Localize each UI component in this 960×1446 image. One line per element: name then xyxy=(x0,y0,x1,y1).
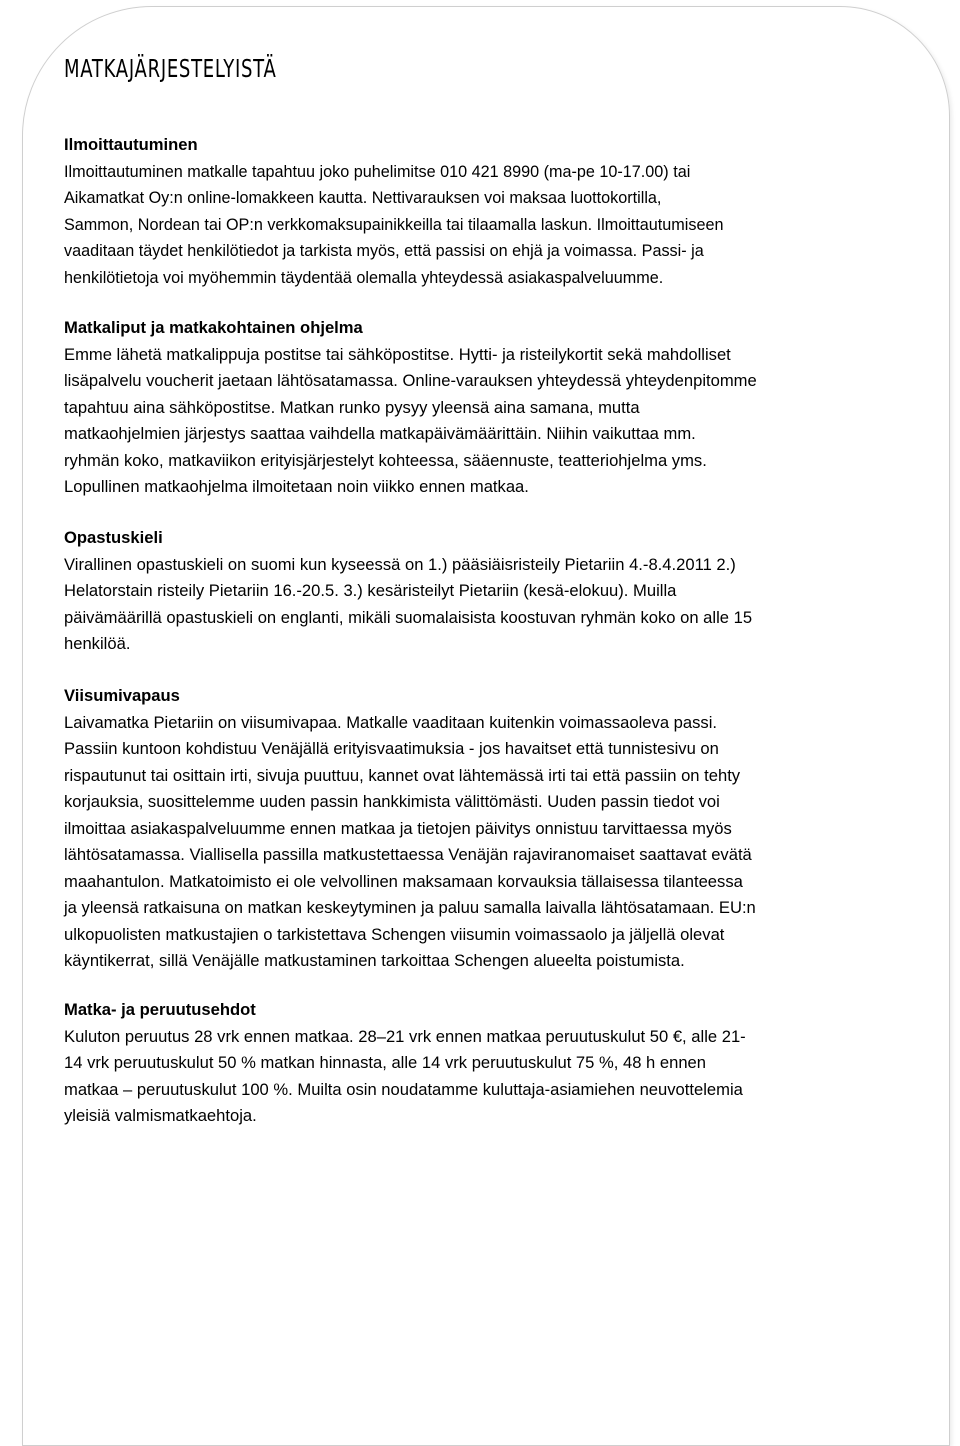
section-viisumivapaus xyxy=(64,683,934,975)
section-body: Laivamatka Pietariin on viisumivapaa. Matkalle vaaditaan kuitenkin voimassaoleva passi. Passiin kuntoon kohdistuu Venäjällä erityisvaatimuksia - jos havaitset että tunnistesivu on rispautunut tai osittain irti, sivuja puuttuu, kannet ovat lähtemässä irti tai että passiin on tehty korjauksia, suosittelemme uuden passin hankkimista välittömästi. Uuden passin tiedot voi ilmoittaa asiakaspalveluumme ennen matkaa ja tietojen päivitys onnistuu tarvittaessa myös lähtösatamassa. Viallisella passilla matkustettaessa Venäjän rajaviranomaiset saattavat evätä maahantulon. Matkatoimisto ei ole velvollinen maksamaan korvauksia tällaisessa tilanteessa ja yleensä ratkaisuna on matkan keskeytyminen ja paluu samalla laivalla lähtösatamaan. EU:n ulkopuolisten matkustajien o tarkistettava Schengen viisumin voimassaolo ja jäljellä olevat käyntikerrat, sillä Venäjälle matkustaminen tarkoittaa Schengen alueelta poistumista. xyxy=(64,712,756,970)
section-heading: Opastuskieli xyxy=(64,528,163,547)
section-body: Kuluton peruutus 28 vrk ennen matkaa. 28–21 vrk ennen matkaa peruutuskulut 50 €, alle 21- 14 vrk peruutuskulut 50 % matkan hinnasta, alle 14 vrk peruutuskulut 75 %, 48 h ennen matkaa – peruutuskulut 100 %. Muilta osin noudatamme kuluttaja-asiamiehen neuvottelemia yleisiä valmismatkaehtoja. xyxy=(64,1026,746,1125)
section-body: Virallinen opastuskieli on suomi kun kyseessä on 1.) pääsiäisristeily Pietariin 4.-8.4.2011 2.) Helatorstain risteily Pietariin 16.-20.5. 3.) kesäristeilyt Pietariin (kesä-elokuu). Muilla päivämäärillä opastuskieli on englanti, mikäli suomalaisista koostuvan ryhmän koko on alle 15 henkilöä. xyxy=(64,554,753,653)
section-heading: Matka- ja peruutusehdot xyxy=(64,1000,256,1019)
section-heading: Viisumivapaus xyxy=(64,686,180,705)
section-heading: Ilmoittautuminen xyxy=(64,135,198,154)
section-body: Ilmoittautuminen matkalle tapahtuu joko puhelimitse 010 421 8990 (ma-pe 10-17.00) tai Aikamatkat Oy:n online-lomakkeen kautta. Nettivarauksen voi maksaa luottokortilla, Sammon, Nordean tai OP:n verkkomaksupainikkeilla tai tilaamalla laskun. Ilmoittautumiseen vaaditaan täydet henkilötiedot ja tarkista myös, että passisi on ehjä ja voimassa. Passi- ja henkilötietoja voi myöhemmin täydentää olemalla yhteydessä asiakaspalveluumme. xyxy=(64,162,724,287)
section-peruutusehdot xyxy=(64,997,934,1130)
section-body: Emme lähetä matkalippuja postitse tai sähköpostitse. Hytti- ja risteilykortit sekä mahdolliset lisäpalvelu voucherit jaetaan lähtösatamassa. Online-varauksen yhteydessä yhteydenpitomme tapahtuu aina sähköpostitse. Matkan runko pysyy yleensä aina samana, mutta matkaohjelmien järjestys saattaa vaihdella matkapäivämäärittäin. Niihin vaikuttaa mm. ryhmän koko, matkaviikon erityisjärjestelyt kohteessa, sääennuste, teatteriohjelma yms. Lopullinen matkaohjelma ilmoitetaan noin viikko ennen matkaa. xyxy=(64,344,757,496)
section-heading: Matkaliput ja matkakohtainen ohjelma xyxy=(64,318,363,337)
section-ilmoittautuminen xyxy=(64,132,934,291)
section-opastuskieli xyxy=(64,525,934,658)
page-title: MATKAJÄRJESTELYISTÄ xyxy=(64,54,277,83)
section-matkaliput xyxy=(64,315,934,501)
